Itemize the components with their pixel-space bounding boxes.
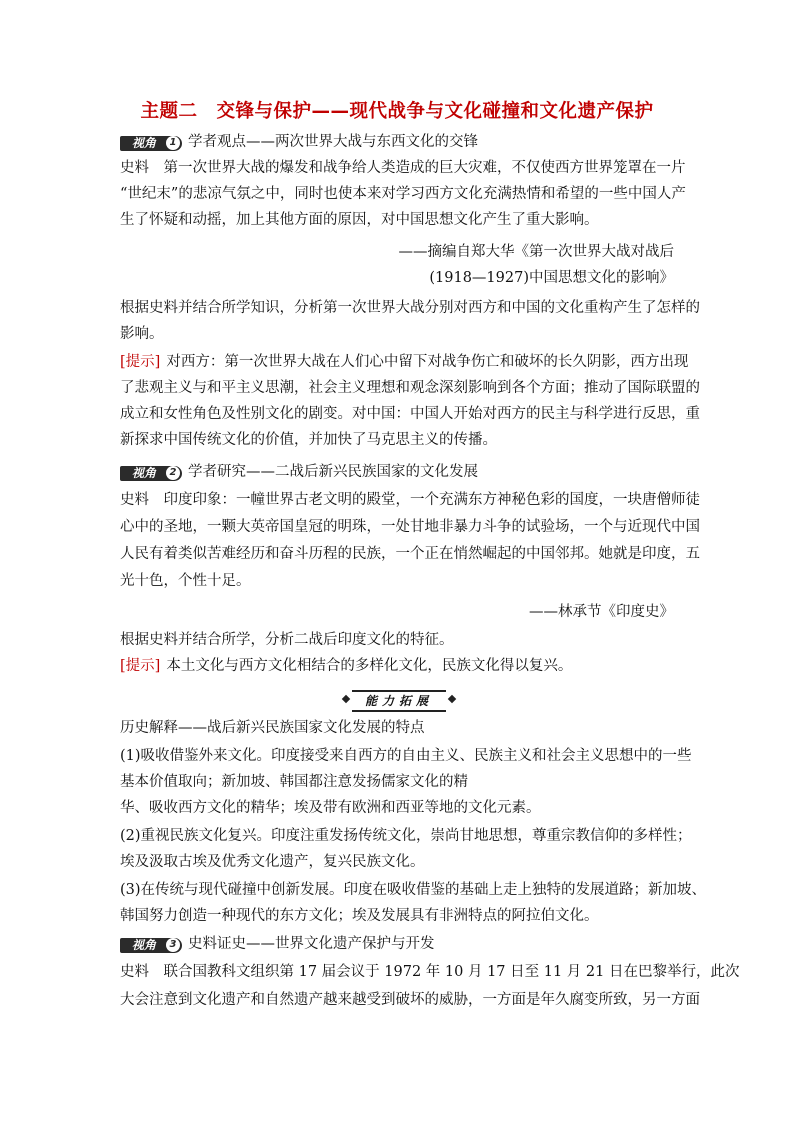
section-heading-text: 学者研究——二战后新兴民族国家的文化发展: [188, 464, 478, 480]
hint-line: 了悲观主义与和平主义思潮，社会主义理想和观念深刻影响到各个方面；推动了国际联盟的: [120, 380, 700, 396]
source-line: “世纪末”的悲凉气氛之中，同时也使本来对学习西方文化充满热情和希望的一些中国人产: [120, 186, 686, 202]
ability-extension-banner: 能力拓展: [352, 690, 446, 712]
hint-label: [提示]: [120, 354, 161, 370]
ability-line: 埃及汲取古埃及优秀文化遗产，复兴民族文化。: [120, 854, 425, 870]
perspective-badge-1: [120, 136, 182, 151]
hint-text: 对西方：第一次世界大战在人们心中留下对战争伤亡和破坏的长久阴影，西方出现: [166, 354, 689, 370]
ability-line: 韩国努力创造一种现代的东方文化；埃及发展具有非洲特点的阿拉伯文化。: [120, 908, 599, 924]
question-line: 根据史料并结合所学，分析二战后印度文化的特征。: [120, 632, 454, 648]
source-line: 史料 联合国教科文组织第 17 届会议于 1972 年 10 月 17 日至 11 月 21 日在巴黎举行，此次: [120, 964, 740, 980]
section-heading-2: [120, 462, 478, 482]
source-line: 心中的圣地，一颗大英帝国皇冠的明珠，一处甘地非暴力斗争的试验场，一个与近现代中国: [120, 519, 700, 535]
section-heading-text: 史料证史——世界文化遗产保护与开发: [188, 936, 435, 952]
section-heading-1: [120, 132, 478, 152]
badge-number: 3: [166, 938, 180, 952]
ability-line: (3)在传统与现代碰撞中创新发展。印度在吸收借鉴的基础上走上独特的发展道路；新加坡、: [120, 882, 707, 898]
hint-text: 本土文化与西方文化相结合的多样化文化，民族文化得以复兴。: [166, 658, 573, 674]
hint-label: [提示]: [120, 658, 161, 674]
source-line: 大会注意到文化遗产和自然遗产越来越受到破坏的威胁，一方面是年久腐变所致，另一方面: [120, 992, 700, 1008]
badge-label: 视角: [132, 466, 157, 480]
section-heading-3: [120, 934, 435, 954]
ability-line: (2)重视民族文化复兴。印度注重发扬传统文化，崇尚甘地思想，尊重宗教信仰的多样性；: [120, 828, 692, 844]
page-title: 主题二 交锋与保护——现代战争与文化碰撞和文化遗产保护: [140, 101, 654, 122]
section-heading-text: 学者观点——两次世界大战与东西文化的交锋: [188, 134, 478, 150]
ability-line: 华、吸收西方文化的精华；埃及带有欧洲和西亚等地的文化元素。: [120, 800, 541, 816]
hint-line: 新探求中国传统文化的价值，并加快了马克思主义的传播。: [120, 432, 497, 448]
badge-label: 视角: [132, 136, 157, 150]
source-line: 史料 第一次世界大战的爆发和战争给人类造成的巨大灾难，不仅使西方世界笼罩在一片: [120, 160, 686, 176]
ability-line: (1)吸收借鉴外来文化。印度接受来自西方的自由主义、民族主义和社会主义思想中的一些: [120, 748, 692, 764]
source-line: 光十色，个性十足。: [120, 573, 251, 589]
hint-line: 成立和女性角色及性别文化的剧变。对中国：中国人开始对西方的民主与科学进行反思，重: [120, 406, 700, 422]
hint-line: [120, 352, 688, 372]
perspective-badge-2: [120, 466, 182, 481]
question-line: 根据史料并结合所学知识，分析第一次世界大战分别对西方和中国的文化重构产生了怎样的: [120, 300, 700, 316]
question-line: 影响。: [120, 326, 164, 342]
source-line: 史料 印度印象：一幢世界古老文明的殿堂，一个充满东方神秘色彩的国度，一块唐僧师徒: [120, 492, 700, 508]
ability-line: 历史解释——战后新兴民族国家文化发展的特点: [120, 720, 425, 736]
ability-line: 基本价值取向；新加坡、韩国都注意发扬儒家文化的精: [120, 774, 468, 790]
badge-number: 2: [166, 466, 180, 480]
badge-label: 视角: [132, 938, 157, 952]
citation: ——摘编自郑大华《第一次世界大战对战后: [398, 244, 674, 260]
source-line: 人民有着类似苦难经历和奋斗历程的民族，一个正在悄然崛起的中国邻邦。她就是印度，五: [120, 546, 700, 562]
citation: ——林承节《印度史》: [529, 604, 674, 620]
badge-number: 1: [166, 136, 180, 150]
source-line: 生了怀疑和动摇，加上其他方面的原因，对中国思想文化产生了重大影响。: [120, 212, 599, 228]
hint-line: [120, 656, 572, 676]
citation: (1918—1927)中国思想文化的影响》: [429, 270, 674, 286]
perspective-badge-3: [120, 938, 182, 953]
